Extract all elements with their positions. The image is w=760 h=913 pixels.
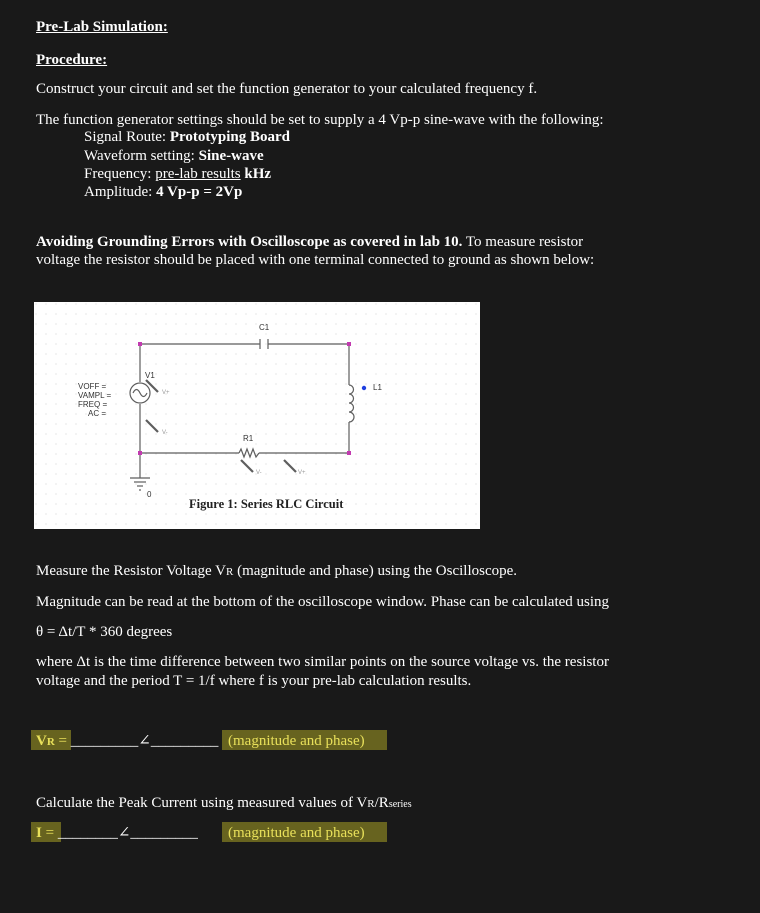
probe-label: V+: [162, 390, 170, 396]
vr-phase-blank[interactable]: _________: [150, 733, 219, 749]
measure-line4: where Δt is the time difference between two similar points on the source voltage vs. the resistor: [36, 654, 609, 670]
angle-icon: ∠: [117, 825, 131, 841]
setting-amplitude: [84, 183, 242, 202]
label-voff: VOFF =: [78, 382, 107, 391]
current-label: I: [36, 825, 42, 841]
calc-subscript-r: R: [367, 798, 375, 810]
circuit-figure: [34, 302, 480, 529]
calc-peak-current: [36, 794, 412, 814]
heading-procedure: Procedure:: [36, 52, 108, 68]
calc-text: /R: [374, 795, 389, 811]
label-l1: L1: [373, 383, 382, 392]
setting-frequency: [84, 165, 271, 184]
setting-label: Signal Route:: [84, 129, 170, 145]
measure-line5: voltage and the period T = 1/f where f is your pre-lab calculation results.: [36, 673, 472, 689]
current-phase-blank[interactable]: _________: [130, 825, 198, 841]
label-v1: V1: [145, 371, 155, 380]
prelab-results-link[interactable]: pre-lab results: [155, 166, 241, 182]
heading-prelab-simulation: Pre-Lab Simulation:: [36, 19, 168, 35]
angle-icon: ∠: [138, 733, 151, 749]
probe-label: V-: [256, 470, 262, 476]
vr-subscript: R: [225, 566, 234, 578]
vr-answer-note: (magnitude and phase): [228, 733, 365, 749]
measure-line2: Magnitude can be read at the bottom of the oscilloscope window. Phase can be calculated using: [36, 594, 610, 610]
paragraph-function-generator: The function generator settings should be set to supply a 4 Vp-p sine-wave with the following:: [36, 112, 604, 128]
paragraph-grounding-line2: voltage the resistor should be placed with one terminal connected to ground as shown below:: [36, 252, 595, 268]
calc-text: Calculate the Peak Current using measured values of V: [36, 795, 368, 811]
setting-signal-route: [84, 128, 290, 147]
setting-value: Prototyping Board: [169, 129, 290, 145]
label-ac: AC =: [88, 409, 107, 418]
figure-caption: Figure 1: Series RLC Circuit: [189, 497, 344, 511]
probe-label: V-: [162, 430, 168, 436]
inductor-dot: [362, 386, 366, 390]
measure-text: (magnitude and phase) using the Oscilloscope.: [233, 563, 518, 579]
current-answer-line: [36, 824, 198, 843]
vr-label-subscript: R: [46, 736, 55, 748]
label-r1: R1: [243, 434, 254, 443]
current-answer-note: (magnitude and phase): [228, 825, 365, 841]
calc-subscript-series: series: [388, 799, 412, 810]
setting-label: Waveform setting:: [84, 148, 199, 164]
setting-value: kHz: [240, 166, 272, 182]
label-vampl: VAMPL =: [78, 391, 112, 400]
setting-waveform: [84, 147, 264, 166]
grounding-text: To measure resistor: [462, 234, 584, 250]
vr-magnitude-blank[interactable]: _________: [70, 733, 139, 749]
label-ground-zero: 0: [147, 490, 152, 499]
setting-value: 4 Vp-p = 2Vp: [156, 184, 243, 200]
label-freq: FREQ =: [78, 400, 108, 409]
vr-answer-line: [36, 732, 218, 752]
measure-line1: [36, 562, 517, 582]
probe-label: V+: [298, 470, 306, 476]
setting-label: Frequency:: [84, 166, 156, 182]
grounding-bold: Avoiding Grounding Errors with Oscilloscope as covered in lab 10.: [36, 234, 463, 250]
source-symbol: [130, 383, 150, 403]
phase-formula: θ = Δt/T * 360 degrees: [36, 624, 173, 640]
label-c1: C1: [259, 323, 270, 332]
vr-label: V: [36, 733, 47, 749]
measure-text: Measure the Resistor Voltage V: [36, 563, 226, 579]
paragraph-construct: Construct your circuit and set the function generator to your calculated frequency f.: [36, 81, 538, 97]
setting-label: Amplitude:: [84, 184, 157, 200]
equals-sign: =: [54, 733, 71, 749]
setting-value: Sine-wave: [198, 148, 264, 164]
circuit-diagram: [34, 302, 480, 529]
current-magnitude-blank[interactable]: ________: [57, 825, 118, 841]
paragraph-grounding-line1: [36, 233, 583, 252]
equals-sign: =: [41, 825, 58, 841]
